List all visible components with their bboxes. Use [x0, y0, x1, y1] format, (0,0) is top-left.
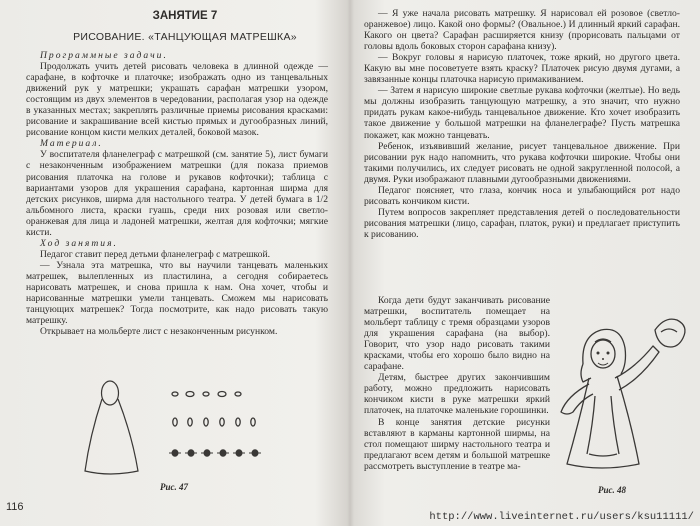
source-watermark: http://www.liveinternet.ru/users/ksu11111/ — [429, 511, 694, 523]
right-paragraph-6: Путем вопросов закрепляет представления детей о последовательности рисования матрешки (лицо, сарафан, платок, руки) и предлагает приступить к рисованию. — [364, 206, 680, 240]
right-paragraph-3: — Затем я нарисую широкие светлые рукава кофточки (желтые). Но ведь мы должны изобразить танцующую матрешку, а это значит, что нужно придать рукам какое-нибудь танцевальное движение. Кто хочет изобразить такое движение у большой матрешки на фланелеграфе? Пусть матрешка покажет, как можно танцевать. — [364, 85, 680, 141]
course-paragraph-1: Педагог ставит перед детьми фланелеграф с матрешкой. — [40, 248, 271, 260]
material-text: У воспитателя фланелеграф с матрешкой (см. занятие 5), лист бумаги с незаконченным изображением матрешки (для показа приемов рисования платочка на голове и рукавов кофточки); таблица с вариантами узоров для украшения сарафана, картонная ширма для детских рисунков, ширма для настольного театра. У детей бумага в 1/2 альбомного листа, краски гуашь, среди них розовая или светло-оранжевая для лица и ладоней матрешки, желтая для кофточки; мягкие кисти. — [26, 149, 328, 238]
right-paragraph-1: — Я уже начала рисовать матрешку. Я нарисовал ей розовое (светло-оранжевое) лицо. Какой оно формы? (Овальное.) И длинный яркий сарафан. Какого он цвета? Сарафан расширяется книзу (прорисовать пальцами от головы вдоль боковых сторон сарафана книзу). — [364, 8, 680, 53]
section-material-label: Материал. — [40, 138, 103, 150]
program-text: Продолжать учить детей рисовать человека в длинной одежде — сарафане, в кофточке и платочке; изображать одно из танцевальных движений рук у матрешки; украшать сарафан матрешки узором, состоящим из двух элементов в чередовании, располагая узор на одежде в указанных местах; закреплять различные приемы рисования красками: рисование и закрашивание всей кистью прямых и дугообразных линий, рисование концом кисти мелких деталей, боковой мазок. — [26, 61, 328, 139]
page-number: 116 — [6, 501, 24, 513]
right-narrow-text-block — [364, 295, 550, 472]
figure-48-dancing-matryoshka — [553, 312, 693, 482]
right-paragraph-4: Ребенок, изъявивший желание, рисует танцевальное движение. При рисовании рук надо напомнить, что рукава кофточки широкие. Чтобы они такими получились, их следует рисовать не одной закругленной полосой, а двумя. Руки изображают плавными дугообразными движениями. — [364, 140, 680, 185]
right-paragraph-2: — Вокруг головы я нарисую платочек, тоже яркий, но другого цвета. Какую вы мне посоветуете взять краску? Платочек рисую двумя дугами, а завязанные концы платочка нарисую примакиванием. — [364, 52, 680, 86]
right-narrow-paragraph-2: Детям, быстрее других закончившим работу, можно предложить нарисовать кончиком кисти в руке матрешки яркий платочек, на платочке маленькие горошинки. — [364, 372, 550, 417]
lesson-heading: ЗАНЯТИЕ 7 — [152, 10, 218, 22]
figure-47-caption: Рис. 47 — [160, 482, 188, 492]
figure-47-unfinished-matryoshka — [80, 375, 280, 490]
right-text-block — [364, 8, 680, 240]
section-course-label: Ход занятия. — [40, 237, 118, 249]
lesson-subheading: РИСОВАНИЕ. «ТАНЦУЮЩАЯ МАТРЕШКА» — [73, 31, 297, 43]
figure-48-caption: Рис. 48 — [598, 485, 626, 495]
right-page — [350, 0, 700, 526]
right-paragraph-5: Педагог поясняет, что глаза, кончик носа и улыбающийся рот надо рисовать кончиком кисти. — [364, 184, 680, 207]
course-paragraph-2: — Узнала эта матрешка, что вы научили танцевать маленьких матрешек, вылепленных из пластилина, а сегодня собираетесь нарисовать матрешек, и снова пришла к нам. Она хочет, чтобы и нарисованные матрешки умели танцевать. Сможем мы нарисовать танцующих матрешек? Тогда посмотрите, как надо рисовать такую матрешку. — [26, 259, 328, 327]
left-text-block — [26, 50, 328, 337]
right-narrow-paragraph-1: Когда дети будут заканчивать рисование матрешки, воспитатель помещает на мольберт таблицу с тремя образцами узоров для украшения сарафана (на выбор). Говорит, что узор надо рисовать такими красками, чтобы его хорошо было видно на сарафане. — [364, 295, 550, 373]
section-program-label: Программные задачи. — [40, 50, 168, 61]
right-narrow-paragraph-3: В конце занятия детские рисунки вставляют в карманы картонной ширмы, на стол помещают ширму настольного театра и предлагают всем детям и большой матрешке рассмотреть выступление в театре ма- — [364, 416, 550, 472]
course-paragraph-3: Открывает на мольберте лист с незаконченным рисунком. — [40, 326, 278, 338]
